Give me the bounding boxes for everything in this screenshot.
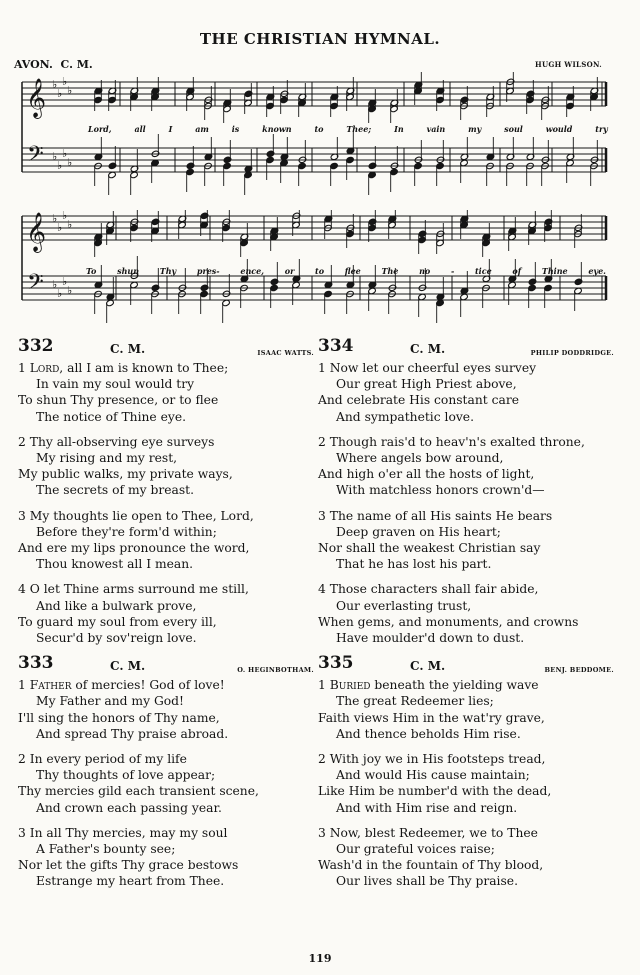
lyric-syllable: pres-	[196, 266, 220, 276]
stanza	[318, 825, 616, 890]
verse-line	[318, 630, 616, 646]
verse-line	[318, 710, 616, 726]
verse-line	[18, 466, 316, 482]
verse-line	[318, 360, 616, 376]
stanza	[318, 677, 616, 742]
verse-text: And with Him rise and reign.	[336, 800, 518, 815]
verse-text: In all Thy mercies, may my soul	[29, 825, 228, 840]
first-word: Father	[29, 678, 72, 693]
verse-line	[318, 693, 616, 709]
flat-sign: ♭	[62, 275, 68, 288]
verse-text: My Father and my God!	[36, 694, 184, 709]
lyric-syllable: or	[284, 266, 295, 276]
verse-text: I'll sing the honors of Thy name,	[18, 710, 220, 725]
verse-line	[18, 508, 316, 524]
flat-sign: ♭	[62, 75, 68, 88]
hymn-meter: C. M.	[410, 342, 446, 356]
hymn-author: PHILIP DODDRIDGE.	[530, 349, 614, 357]
verse-text: all I am is known to Thee;	[63, 361, 229, 375]
stanza	[318, 434, 616, 499]
lyric-syllable: flee	[344, 266, 361, 276]
verse-text: That he has lost his part.	[336, 557, 492, 572]
verse-line	[18, 524, 316, 540]
stanza	[18, 825, 316, 890]
treble-clef: 𝄞	[26, 78, 47, 118]
verse-line	[18, 825, 316, 841]
flat-sign: ♭	[52, 150, 58, 163]
verse-text: Like Him be number'd with the dead,	[318, 784, 552, 799]
lyric-syllable: to	[315, 266, 325, 276]
verse-text: My thoughts lie open to Thee, Lord,	[29, 508, 254, 523]
lyric-syllable: In	[394, 124, 404, 134]
stanza-number: 1	[18, 361, 26, 375]
stanza-number: 3	[18, 508, 26, 523]
flat-sign: ♭	[57, 221, 63, 234]
verse-text: And sympathetic love.	[336, 409, 474, 424]
lyric-syllable: ence,	[240, 266, 265, 276]
verse-text: And ere my lips pronounce the word,	[18, 541, 250, 556]
verse-text: With joy we in His footsteps tread,	[329, 752, 546, 767]
verse-text: Faith views Him in the wat'ry grave,	[318, 710, 545, 725]
verse-line	[318, 726, 616, 742]
verse-text: Nor let the gifts Thy grace bestows	[18, 858, 239, 873]
treble-clef: 𝄞	[26, 212, 47, 252]
flat-sign: ♭	[67, 218, 73, 231]
verse-text: beneath the yielding wave	[370, 678, 539, 693]
lyric-syllable: The	[381, 266, 399, 276]
lyric-syllable: all	[134, 124, 146, 134]
stanza-number: 3	[318, 508, 326, 523]
flat-sign: ♭	[67, 84, 73, 97]
hymn-author: O. HEGINBOTHAM.	[237, 666, 314, 675]
verse-line	[318, 767, 616, 783]
verse-text: Our grateful voices raise;	[336, 842, 495, 857]
lyric-syllable: of	[512, 266, 522, 276]
hymn-meter: C. M.	[110, 659, 146, 674]
lyric-syllable: Thine	[541, 266, 568, 276]
verse-line	[18, 841, 316, 857]
verse-text: The great Redeemer lies;	[336, 694, 494, 709]
hymn-heading	[318, 338, 616, 360]
hymn-number: 332	[18, 336, 54, 356]
verse-text: Thy thoughts of love appear;	[36, 768, 216, 783]
verse-line	[18, 614, 316, 630]
verse-line	[18, 556, 316, 572]
verse-line	[318, 376, 616, 392]
lyric-syllable: known	[262, 124, 292, 134]
verse-text: Have moulder'd down to dust.	[336, 631, 525, 646]
verse-line	[318, 434, 616, 450]
stanza-number: 3	[18, 825, 26, 840]
hymn-meter: C. M.	[110, 342, 146, 356]
flat-sign: ♭	[52, 278, 58, 291]
lyric-syllable: try	[595, 124, 608, 134]
stanza	[18, 360, 316, 425]
verse-text: The notice of Thine eye.	[36, 409, 187, 424]
verse-line	[18, 409, 316, 425]
verse-line	[318, 581, 616, 597]
verse-text: The secrets of my breast.	[36, 483, 194, 498]
hymn-heading	[18, 655, 316, 677]
verse-text: Thou knowest all I mean.	[36, 557, 194, 572]
stanza	[318, 751, 616, 816]
verse-text: Where angels bow around,	[336, 451, 504, 466]
flat-sign: ♭	[52, 212, 58, 225]
stanza	[318, 360, 616, 425]
lyric-syllable: to	[314, 124, 324, 134]
verse-line	[18, 434, 316, 450]
stanza	[18, 751, 316, 816]
stanza-number: 2	[318, 434, 326, 449]
verse-line	[318, 800, 616, 816]
verse-text: And would His cause maintain;	[336, 768, 530, 783]
lyric-syllable: would	[545, 124, 573, 134]
verse-line	[18, 482, 316, 498]
flat-sign: ♭	[57, 159, 63, 172]
hymn-column-left	[18, 338, 316, 899]
hymn-number: 335	[318, 653, 354, 674]
verse-line	[18, 726, 316, 742]
lyric-syllable: soul	[504, 124, 523, 134]
verse-text: And like a bulwark prove,	[36, 598, 197, 613]
hymn-heading	[318, 655, 616, 677]
bass-clef: 𝄢	[27, 142, 44, 172]
stanza-number: 2	[18, 752, 26, 767]
stanza	[18, 434, 316, 499]
verse-text: Though rais'd to heav'n's exalted throne,	[329, 434, 585, 449]
verse-line	[18, 581, 316, 597]
verse-text: And spread Thy praise abroad.	[36, 726, 229, 741]
verse-text: With matchless honors crown'd—	[336, 483, 545, 498]
verse-text: Those characters shall fair abide,	[329, 582, 539, 597]
verse-text: Deep graven on His heart;	[336, 524, 501, 539]
verse-text: of mercies! God of love!	[71, 678, 225, 693]
lyric-syllable: Lord,	[88, 124, 112, 134]
verse-text: Nor shall the weakest Christian say	[318, 541, 541, 556]
verse-line	[318, 825, 616, 841]
hymn-333	[18, 655, 316, 889]
verse-text: Secur'd by sov'reign love.	[36, 631, 197, 646]
lyric-syllable: I	[168, 124, 173, 134]
verse-text: To guard my soul from every ill,	[18, 614, 217, 629]
verse-text: And high o'er all the hosts of light,	[318, 467, 535, 482]
first-word: Buried	[329, 678, 371, 693]
verse-line	[318, 857, 616, 873]
stanza-number: 3	[318, 825, 326, 840]
hymn-heading	[18, 338, 316, 360]
verse-text: In vain my soul would try	[36, 377, 195, 392]
verse-text: To shun Thy presence, or to flee	[18, 393, 219, 408]
stanza-number: 4	[18, 582, 26, 597]
verse-line	[18, 540, 316, 556]
verse-line	[318, 873, 616, 889]
verse-line	[18, 598, 316, 614]
verse-line	[318, 540, 616, 556]
verse-text: And celebrate His constant care	[318, 393, 519, 408]
tune-composer: HUGH WILSON.	[535, 60, 602, 69]
first-word: Lord,	[29, 361, 64, 375]
lyric-syllable: am	[195, 124, 209, 134]
verse-line	[318, 841, 616, 857]
flat-sign: ♭	[67, 284, 73, 297]
verse-text: My rising and my rest,	[36, 451, 178, 466]
hymn-meter: C. M.	[410, 659, 446, 674]
stanza-number: 2	[18, 434, 26, 449]
verse-text: The name of all His saints He bears	[329, 508, 553, 523]
hymn-number: 333	[18, 653, 54, 674]
lyric-syllable: no	[419, 266, 431, 276]
lyric-syllable: Thy	[159, 266, 177, 276]
stanza	[318, 581, 616, 646]
verse-line	[18, 360, 316, 376]
lyric-syllable: Thee;	[346, 124, 372, 134]
tune-title	[14, 58, 93, 71]
stanza	[18, 581, 316, 646]
tune-meter: C. M.	[60, 58, 93, 71]
stanza-number: 1	[318, 361, 326, 375]
verse-line	[318, 783, 616, 799]
lyric-syllable: shun	[117, 266, 140, 276]
lyric-syllable: is	[231, 124, 240, 134]
verse-line	[18, 677, 316, 693]
verse-text: A Father's bounty see;	[36, 842, 176, 857]
lyric-syllable: tice	[474, 266, 492, 276]
verse-line	[18, 376, 316, 392]
verse-line	[318, 450, 616, 466]
flat-sign: ♭	[52, 78, 58, 91]
hymn-334	[318, 338, 616, 646]
hymn-author: ISAAC WATTS.	[257, 349, 314, 357]
verse-line	[18, 710, 316, 726]
hymn-author: BENJ. BEDDOME.	[544, 666, 614, 675]
verse-line	[318, 482, 616, 498]
verse-line	[18, 767, 316, 783]
verse-line	[18, 873, 316, 889]
verse-text: Now let our cheerful eyes survey	[329, 361, 537, 375]
verse-line	[318, 392, 616, 408]
verse-text: And crown each passing year.	[36, 800, 222, 815]
stanza-number: 4	[318, 582, 326, 597]
verse-text: Now, blest Redeemer, we to Thee	[329, 825, 538, 840]
verse-text: When gems, and monuments, and crowns	[318, 614, 579, 629]
stanza	[318, 508, 616, 573]
verse-text: My public walks, my private ways,	[18, 467, 233, 482]
verse-line	[18, 630, 316, 646]
verse-text: And thence beholds Him rise.	[336, 726, 521, 741]
lyric-syllable: -	[450, 266, 455, 276]
flat-sign: ♭	[57, 87, 63, 100]
verse-text: Thy mercies gild each transient scene,	[18, 784, 259, 799]
flat-sign: ♭	[62, 147, 68, 160]
verse-line	[18, 392, 316, 408]
music-system-1	[12, 72, 618, 202]
tune-lyrics-line-1	[88, 124, 608, 134]
tune-lyrics-line-2	[86, 266, 606, 276]
verse-line	[318, 677, 616, 693]
verse-text: Estrange my heart from Thee.	[36, 874, 225, 889]
hymn-335	[318, 655, 616, 889]
hymn-number: 334	[318, 336, 354, 356]
bass-clef: 𝄢	[27, 270, 44, 300]
stanza-number: 1	[18, 678, 26, 693]
stanza	[18, 677, 316, 742]
verse-text: Our great High Priest above,	[336, 377, 517, 392]
flat-sign: ♭	[57, 287, 63, 300]
lyric-syllable: my	[468, 124, 482, 134]
verse-line	[18, 783, 316, 799]
page-header: THE CHRISTIAN HYMNAL.	[199, 30, 441, 48]
lyric-syllable: To	[86, 266, 97, 276]
hymn-332	[18, 338, 316, 646]
stanza-number: 1	[318, 678, 326, 693]
verse-text: Our lives shall be Thy praise.	[336, 874, 518, 889]
flat-sign: ♭	[67, 156, 73, 169]
verse-line	[18, 751, 316, 767]
verse-line	[18, 693, 316, 709]
verse-line	[18, 450, 316, 466]
verse-line	[318, 466, 616, 482]
verse-line	[18, 800, 316, 816]
tune-name: AVON.	[14, 58, 53, 71]
verse-text: Wash'd in the fountain of Thy blood,	[318, 858, 544, 873]
verse-text: In every period of my life	[29, 752, 187, 767]
verse-text: Our everlasting trust,	[336, 598, 472, 613]
verse-line	[318, 524, 616, 540]
verse-text: Thy all-observing eye surveys	[29, 434, 215, 449]
flat-sign: ♭	[62, 210, 68, 222]
stanza	[18, 508, 316, 573]
verse-line	[18, 857, 316, 873]
page-number: 119	[308, 952, 332, 965]
verse-text: O let Thine arms surround me still,	[29, 582, 249, 597]
verse-line	[318, 751, 616, 767]
lyric-syllable: vain	[426, 124, 446, 134]
verse-line	[318, 614, 616, 630]
verse-line	[318, 508, 616, 524]
hymn-column-right	[318, 338, 616, 899]
verse-line	[318, 598, 616, 614]
verse-line	[318, 556, 616, 572]
verse-line	[318, 409, 616, 425]
lyric-syllable: eye.	[588, 266, 606, 276]
verse-text: Before they're form'd within;	[36, 524, 217, 539]
stanza-number: 2	[318, 752, 326, 767]
